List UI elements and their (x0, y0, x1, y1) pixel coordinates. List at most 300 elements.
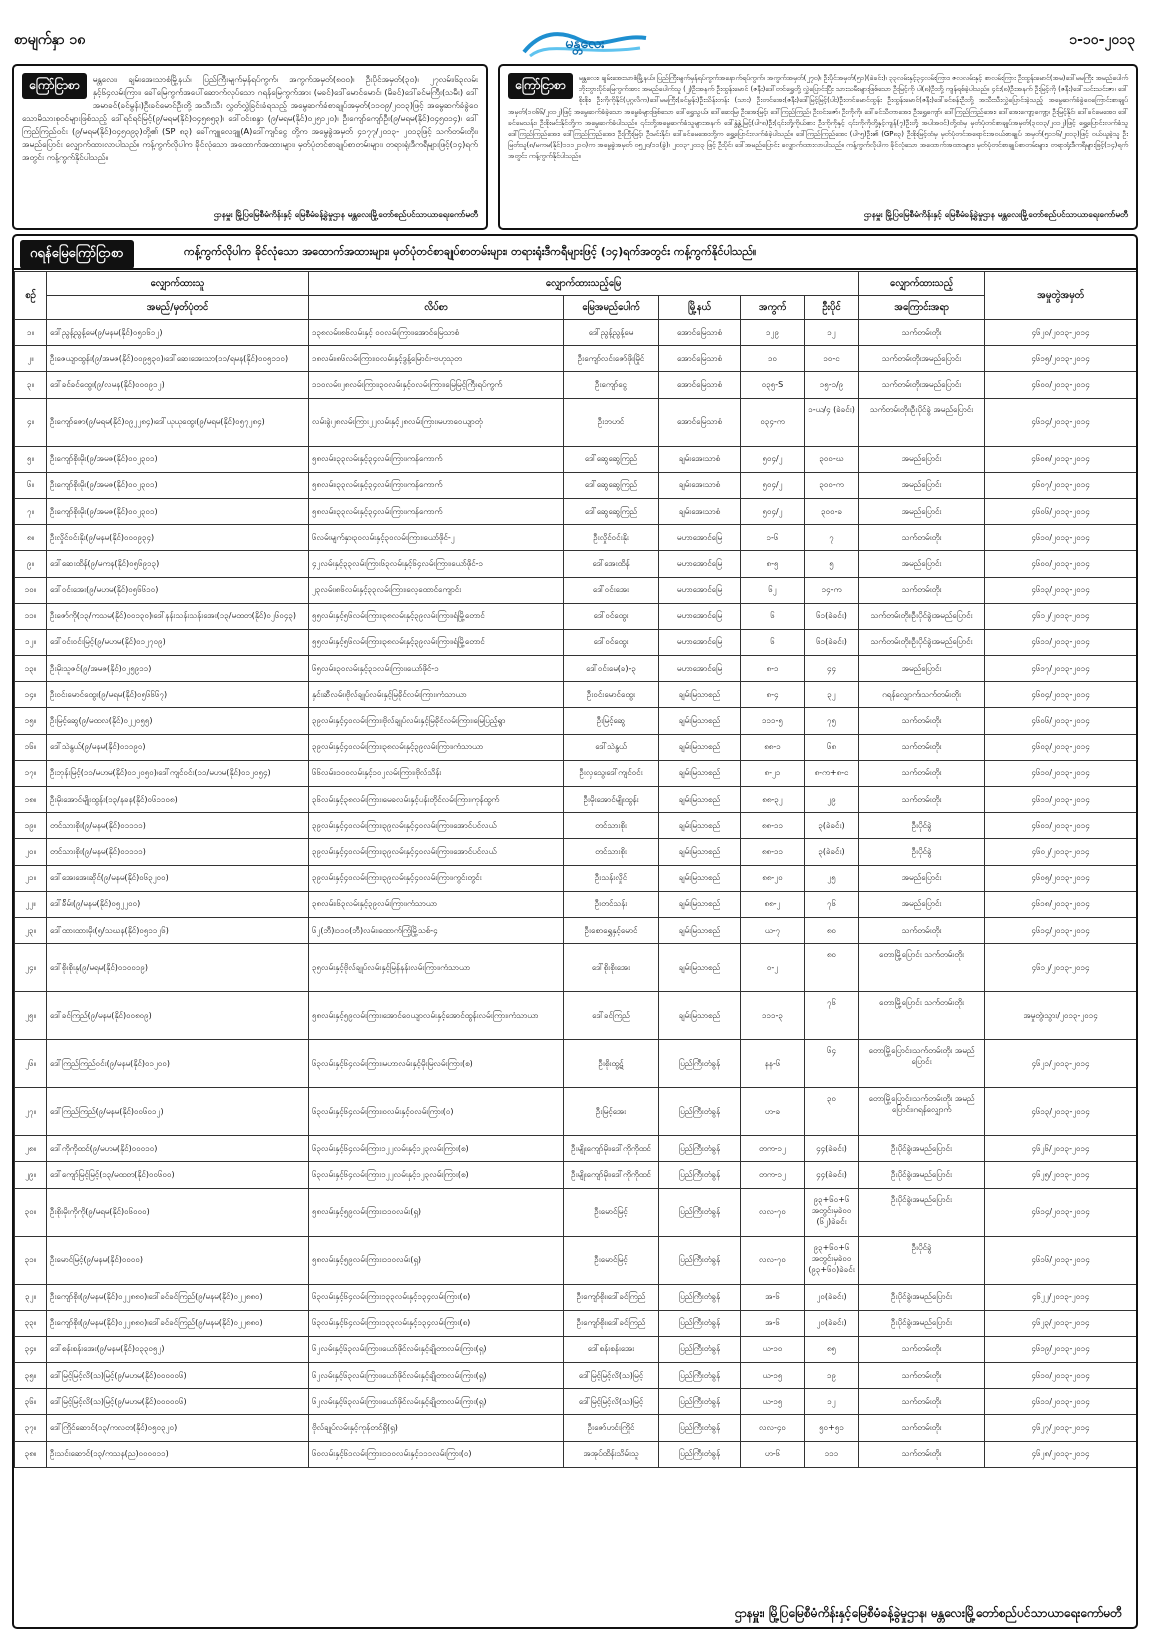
plot-cell: ၁-ယ/၄ (ခဲခင်း) (805, 398, 859, 446)
address-cell: ၆၃လမ်းနှင့်၆၄လမ်းကြား၊မဟာလမ်းနှင့်မိုးမြလမ်းကြား(စ) (309, 1040, 564, 1088)
reason-cell: သက်တမ်းတိုး (859, 1389, 985, 1415)
applicant-cell: ဦးမိုးသူဇင်(၉/အမဇ(နိုင်)၀၂၅၉၁၁) (47, 656, 309, 682)
reason-cell: အမည်ပြောင်း (859, 446, 985, 472)
address-cell: ၆၂(ဘီ)၊၁၁၀(ဘီ)လမ်း၊ထောက်ကြံ့မြို့သစ်-၄ (309, 917, 564, 943)
block-cell: ၅၀၄/၂ (741, 472, 805, 498)
township-cell: အောင်မြေသာစံ (659, 372, 741, 398)
table-row (15, 320, 1137, 346)
land-name-cell: ဦးကျော်စိုး၊ဒေါ်ခင်ကြည် (564, 1284, 659, 1310)
address-cell: ၁၈လမ်း၊၈၆လမ်းကြား၊ဝလမ်းနှင့်ဒွန့်မြောင်း-ဗဟုသုတ (309, 346, 564, 372)
notice-left-body: မန္တလေး၊ ချမ်းအေးသာစံမြို့နယ်၊ ပြည်ကြီးမျက်မှန်ရပ်ကွက်၊ အကွက်အမှတ်(၈၀၀)၊ ဦးပိုင်အမှတ်(၃၀)၊ ၂၇လမ်း၊၆၃လမ်းနှင့်၆၄လမ်းကြား၊ ခေါ်မြေကွက်အပေါ်ဆောက်လုပ်သော ဂရန်မြေကွက်အား (မခင်)ဒေါ်မောင်မောင်၊ (မိခင်)ဒေါ်ခင်မကြီး(သမီး) ဒေါ်အမာခင်(ခင်မွန်း)ဦးခင်မောင်ဦးတို့ အသီးသီး လွှတ်လွှဲခြင်းခံရသည့် အမွေဆက်ခံစာချုပ်အမှတ်(၁၁၀၉/၂၀၁၃)ဖြင့် အမွေဆက်ခံခွဲဝေသောမိသားစုဝင်များဖြစ်သည့် ဒေါ်ရင်ရင်မြင့်(၉/မရမ(နိုင်)၀၄၅၈၅၃)၊ ဒေါ်ဝင်းစန္ဒာ (၉/မရမ(နိုင်)၀၂၅၁၂၀)၊ ဦးကျော်ကျော်ဦး(၉/မရမ(နိုင်)၀၄၅၀၁၄)၊ ဒေါ်ကြည်ကြည်ဝင်း (၉/မရမ(နိုင်)၀၄၅၀၉၃)တို့၏ (SP ၈၃) ခေါ်ကျူလေဒျူ(A)ဒေါ်ကျင်ငွေ တို့က အမွေခွဲအမှတ် ၄၁၇၇/၂၀၁၃- ၂၀၁၃ဖြင့် သက်တမ်းတိုး၊ အမည်ပြောင်း လျှောက်ထားလာပါသည်။ ကန့်ကွက်လိုပါက ခိုင်လုံသော အထောက်အထားများ၊ မှတ်ပုံတင်စာချုပ်စာတမ်းများ၊ တရားရုံးဒီကရီများဖြင့်(၁၄)ရက်အတွင်း ကန့်ကွက်နိုင်ပါသည်။ (22, 74, 478, 162)
row-number: ၈။ (15, 525, 47, 551)
land-name-cell: ဒေါ်ဝင်းအေး (564, 577, 659, 603)
address-cell: ၆၀လမ်းနှင့်၆၁လမ်းကြား၊၁၁၀လမ်းနှင့်၁၁၁လမ်းကြား(ဝ) (309, 1441, 564, 1467)
township-cell: ချမ်းမြသာစည် (659, 992, 741, 1040)
row-number: ၁၄။ (15, 682, 47, 708)
row-number: ၁၆။ (15, 734, 47, 760)
block-cell: တက-၁၂ (741, 1162, 805, 1188)
applicant-cell: ဒေါ်စန်းစန်းအေး(၉/မနမ(နိုင်)၀၃၃၀၅၂) (47, 1336, 309, 1362)
row-number: ၁၉။ (15, 813, 47, 839)
case-number-cell: ၄၆၁၇/၂၀၁၃-၂၀၁၄ (985, 656, 1137, 682)
land-name-cell: ဦးဝင်းမောင်ထွေး (564, 682, 659, 708)
header-address: လိပ်စာ (309, 296, 564, 320)
applicant-cell: ဒေါ်ညွန့်ညွန့်မေ(၉/မနမ(နိုင်)၀၅၁၆၁၂) (47, 320, 309, 346)
block-cell: ၁၁၁-၃ (741, 992, 805, 1040)
land-name-cell: ဒေါ်သဲနွယ် (564, 734, 659, 760)
table-row (15, 1136, 1137, 1162)
applicant-cell: ဒေါ်ကြည်ကြည်(၉/မနမ(နိုင်)၀၀၆၀၁၂) (47, 1088, 309, 1136)
plot-cell: ၂၀(ခဲခင်း) (805, 1310, 859, 1336)
block-cell: ဟ-ခ (741, 1088, 805, 1136)
address-cell: ၃၉လမ်းနှင့်၄၀လမ်းကြား၊၃၉လမ်းနှင့်၄၀လမ်းကြား၊အောင်ပင်လယ် (309, 839, 564, 865)
land-name-cell: ဒေါ်ဝင်ထွေး (564, 603, 659, 629)
plot-cell: ၉၃+၆၀+၆ အတွင်းမှခဲဝဝ (၆၂)ခဲခင်း (805, 1188, 859, 1236)
land-name-cell: ဦးမြင့်ဆွေ (564, 708, 659, 734)
township-cell: ပြည်ကြီးတံခွန် (659, 1441, 741, 1467)
header-applicant-group: လျှောက်ထားသူ (47, 272, 309, 296)
township-cell: ချမ်းမြသာစည် (659, 917, 741, 943)
reason-cell: တောမြို့ပြောင်း သက်တမ်းတိုး (859, 944, 985, 992)
case-number-cell: ၄၆၁၄/၂၀၁၃-၂၀၁၄ (985, 917, 1137, 943)
address-cell: လမ်းခွဲ၊၂၈လမ်းကြား၂၂လမ်းနှင့်၂၈လမ်းကြား၊မဟာဝေယျာတုံ (309, 398, 564, 446)
row-number: ၉။ (15, 551, 47, 577)
applicant-cell: ဦးကျော်စိုး(၉/မနမ(နိုင်)၀၂၂၈၈၀)၊ဒေါ်ခင်ခင်ကြည်(၉/မနမ(နိုင်)၀၂၂၈၈၀) (47, 1310, 309, 1336)
row-number: ၁၂။ (15, 629, 47, 655)
case-number-cell: ၄၆၂၇/၂၀၁၃-၂၀၁၄ (985, 1415, 1137, 1441)
case-number-cell: ၄၆၁၁/၂၀၁၃-၂၀၁၄ (985, 629, 1137, 655)
reason-cell: ဦးပိုင်ခွဲ၊အမည်ပြောင်း (859, 1162, 985, 1188)
reason-cell: သက်တမ်းတိုး (859, 708, 985, 734)
table-row (15, 865, 1137, 891)
township-cell: ချမ်းအေးသာစံ (659, 472, 741, 498)
address-cell: ၃၉လမ်းနှင့်၄၀လမ်းကြား၊၃၉လမ်းနှင့်၄၀လမ်းကြား၊အောင်ပင်လယ် (309, 813, 564, 839)
plot-cell: ၃၀၀-က (805, 472, 859, 498)
land-name-cell: ဦးမျိုးကျော်မိုး၊ဒေါ်ကိုကိုထင် (564, 1136, 659, 1162)
address-cell: ၃၈လမ်း၊၆၃လမ်းနှင့်၃၉လမ်းကြား၊ကံသာယာ (309, 891, 564, 917)
case-number-cell: ၄၆၀၆/၂၀၁၃-၂၀၁၄ (985, 498, 1137, 524)
land-name-cell: ဒေါ်ဝင်ထွေး (564, 629, 659, 655)
row-number: ၂၀။ (15, 839, 47, 865)
plot-cell: ၃(ခဲခင်း) (805, 839, 859, 865)
row-number: ၂၇။ (15, 1088, 47, 1136)
row-number: ၂၉။ (15, 1162, 47, 1188)
table-row (15, 603, 1137, 629)
row-number: ၃၈။ (15, 1441, 47, 1467)
block-cell: လလ-၇၀ (741, 1188, 805, 1236)
table-row (15, 656, 1137, 682)
township-cell: ချမ်းမြသာစည် (659, 708, 741, 734)
reason-cell: ဦးပိုင်ခွဲ (859, 1236, 985, 1284)
address-cell: ၆၃လမ်းနှင့်၆၄လမ်းကြား၁၂၂လမ်းနှင့်၁၂၃လမ်းကြား(စ) (309, 1162, 564, 1188)
plot-cell: ၁၉ (805, 1363, 859, 1389)
block-cell: ၅၀၄/၂ (741, 446, 805, 472)
reason-cell: သက်တမ်းတိုး (859, 320, 985, 346)
header-no: စဉ် (15, 272, 47, 320)
header-township: မြို့နယ် (659, 296, 741, 320)
reason-cell: ဦးပိုင်ခွဲ၊အမည်ပြောင်း (859, 1310, 985, 1336)
plot-cell: ၇၆ (805, 891, 859, 917)
applicant-cell: ဒေါ်ကျော်မြင့်မြင့်(၁၃/မထတ(နိုင်)၀၀၆၀၀) (47, 1162, 309, 1188)
row-number: ၅။ (15, 446, 47, 472)
applicant-cell: ဒေါ်ကြည်ကြည်ဝင်း(၉/မနမ(နိုင်)၀၁၂၀၀) (47, 1040, 309, 1088)
address-cell: ၆လမ်းမျက်နှာ၊၃၀လမ်းနှင့်၃၀လမ်းကြား၊ယော်ဖိုင်-၂ (309, 525, 564, 551)
address-cell: ၆၂လမ်းနှင့်၆၃လမ်းကြား၊ယော်ဖိုင်လမ်းနှင့်ချိုတာလမ်းကြား(ရှ) (309, 1363, 564, 1389)
row-number: ၁၇။ (15, 760, 47, 786)
table-row (15, 760, 1137, 786)
township-cell: ပြည်ကြီးတံခွန် (659, 1310, 741, 1336)
grant-land-notice (12, 234, 1138, 1629)
case-number-cell: ၄၆၀၂/၂၀၁၃-၂၀၁၄ (985, 839, 1137, 865)
plot-cell: ၁၁၁ (805, 1441, 859, 1467)
address-cell: ၆၂လမ်းနှင့်၆၃လမ်းကြား၊ယော်ဖိုင်လမ်းနှင့်ချိုတာလမ်းကြား(ရှ) (309, 1336, 564, 1362)
block-cell: ၈-၁ (741, 656, 805, 682)
table-row (15, 1310, 1137, 1336)
row-number: ၇။ (15, 498, 47, 524)
block-cell: ၈၈-၁ (741, 734, 805, 760)
row-number: ၃၆။ (15, 1389, 47, 1415)
block-cell: ယ-၇ (741, 917, 805, 943)
reason-cell: ဦးပိုင်ခွဲ (859, 839, 985, 865)
table-row (15, 1415, 1137, 1441)
township-cell: ချမ်းမြသာစည် (659, 734, 741, 760)
township-cell: ပြည်ကြီးတံခွန် (659, 1188, 741, 1236)
row-number: ၁၁။ (15, 603, 47, 629)
plot-cell: ၂၅ (805, 865, 859, 891)
row-number: ၁၈။ (15, 787, 47, 813)
address-cell: ၆၃လမ်းနှင့်၆၄လမ်းကြား၁၃၃လမ်းနှင့်၁၃၄လမ်းကြား(စ) (309, 1284, 564, 1310)
township-cell: ပြည်ကြီးတံခွန် (659, 1336, 741, 1362)
table-row (15, 1284, 1137, 1310)
reason-cell: သက်တမ်းတိုး (859, 1415, 985, 1441)
reason-cell: သက်တမ်းတိုး (859, 760, 985, 786)
reason-cell: သက်တမ်းတိုး (859, 1441, 985, 1467)
township-cell: ပြည်ကြီးတံခွန် (659, 1284, 741, 1310)
case-number-cell: ၄၆၀၀/၂၀၁၃-၂၀၁၄ (985, 372, 1137, 398)
address-cell: ၅၅လမ်းနှင့်၅၆လမ်းကြား၊၃၈လမ်းနှင့်၃၉လမ်းကြား၊ရံမြို့တောင် (309, 603, 564, 629)
case-number-cell: ၄၆၀၄/၂၀၁၃-၂၀၁၄ (985, 682, 1137, 708)
block-cell: ၈-၄ (741, 682, 805, 708)
page-date: ၁-၁၀-၂၀၁၃ (1069, 32, 1135, 48)
land-name-cell: ဦးလှသွေ၊ဒေါ်ကျင်ဝင်း (564, 760, 659, 786)
block-cell: ယ-၁၅ (741, 1389, 805, 1415)
table-row (15, 577, 1137, 603)
plot-cell: ၃၀၀-ဃ (805, 446, 859, 472)
township-cell: ချမ်းအေးသာစံ (659, 446, 741, 472)
newspaper-logo (520, 26, 650, 60)
case-number-cell: ၄၆၂၈/၂၀၁၃-၂၀၁၄ (985, 1441, 1137, 1467)
row-number: ၃။ (15, 372, 47, 398)
row-number: ၂၆။ (15, 1040, 47, 1088)
reason-cell: အမည်ပြောင်း (859, 498, 985, 524)
block-cell: ဟ-၆ (741, 1441, 805, 1467)
address-cell: ၁၃၈လမ်း၊၈၆လမ်းနှင့် ဝဝလမ်းကြား၊အောင်မြေသာစံ (309, 320, 564, 346)
applicant-cell: ဦးဇေယျာထွန်း(၉/အမဇ(နိုင်)၀၀၉၅၃၀)၊ဒေါ်ဆေးအေးသာ(၁၁/ရမန(နိုင်)၀၀၅၁၁၀) (47, 346, 309, 372)
header-applicant: အမည်/မှတ်ပုံတင် (47, 296, 309, 320)
notice-left-signature: ဌာနမှူး မြို့ပြမြေစီမံကိန်းနှင့် မြေစီမံခန့်ခွဲမှုဌာန မန္တလေးမြို့တော်စည်ပင်သာယာရေးကော်မတီ (213, 209, 478, 219)
page-header (0, 0, 1149, 62)
block-cell: ၆ (741, 629, 805, 655)
block-cell: နန-၆ (741, 1040, 805, 1088)
block-cell: ၈၈-၂၀ (741, 865, 805, 891)
reason-cell: သက်တမ်းတိုး (859, 787, 985, 813)
case-number-cell: ၄၆၀၈/၂၀၁၃-၂၀၁၄ (985, 446, 1137, 472)
applicant-cell: ဒေါ်သဲနွယ်(၉/မနမ(နိုင်)၀၁၁၉၀) (47, 734, 309, 760)
applicant-cell: ဦးကျော်ဇော(၉/မရမ(နိုင်)၀၉၂၂၈၄)၊ဒေါ်ယုယုထွေး(၉/မရမ(နိုင်)၀၅၇၂၈၄) (47, 398, 309, 446)
row-number: ၆။ (15, 472, 47, 498)
address-cell: ၄၂လမ်းနှင့်၃၃လမ်းကြား၆၃လမ်းနှင့်၆၄လမ်းကြား၊ယော်ဖိုင်-၁ (309, 551, 564, 577)
table-row (15, 372, 1137, 398)
address-cell: ၃၆လမ်းနှင့်၃၈လမ်းကြား၊မေခလမ်းနှင့်ပန်းတိုင်လမ်းကြား၊ကုန်ထွက် (309, 787, 564, 813)
plot-cell: ၁၂ (805, 1389, 859, 1415)
reason-cell: သက်တမ်းတိုး (859, 734, 985, 760)
township-cell: မဟာအောင်မြေ (659, 603, 741, 629)
land-name-cell: ဦးမိုးအောင်မျိုးထွန်း (564, 787, 659, 813)
applicant-cell: ဒေါ်ခင်ကြည်(၉/မနမ(နိုင်)၀၀၈၀၉) (47, 992, 309, 1040)
row-number: ၃၀။ (15, 1188, 47, 1236)
township-cell: ပြည်ကြီးတံခွန် (659, 1040, 741, 1088)
case-number-cell: ၄၆၂၀/၂၀၁၃-၂၀၁၄ (985, 320, 1137, 346)
reason-cell: သက်တမ်းတိုးအမည်ပြောင်း (859, 346, 985, 372)
table-row (15, 551, 1137, 577)
table-row (15, 398, 1137, 446)
plot-cell: ၇ (805, 525, 859, 551)
township-cell: ပြည်ကြီးတံခွန် (659, 1389, 741, 1415)
address-cell: ၃၉လမ်းနှင့်၄၀လမ်းကြား၊၃၈လမ်းနှင့်၃၉လမ်းကြား၊ကံသာယာ (309, 734, 564, 760)
township-cell: ပြည်ကြီးတံခွန် (659, 1236, 741, 1284)
address-cell: ၅၈လမ်းနှင့်၅၉လမ်းကြား၊၁၁၀လမ်း(ရှ) (309, 1236, 564, 1284)
plot-cell: ၂၉ (805, 787, 859, 813)
logo-text: မန္တလေး (565, 36, 605, 52)
township-cell: အောင်မြေသာစံ (659, 320, 741, 346)
township-cell: ချမ်းမြသာစည် (659, 760, 741, 786)
township-cell: ချမ်းမြသာစည် (659, 787, 741, 813)
township-cell: ချမ်းမြသာစည် (659, 682, 741, 708)
township-cell: ပြည်ကြီးတံခွန် (659, 1162, 741, 1188)
table-row (15, 1441, 1137, 1467)
applicant-cell: ဦးမိုးအောင်မျိုးထွန်း(၁၃/နခန(နိုင်)၀၆၁၁၀၈) (47, 787, 309, 813)
township-cell: ချမ်းမြသာစည် (659, 813, 741, 839)
land-name-cell: ဒေါ်ဆွေဆွေကြည် (564, 472, 659, 498)
reason-cell: အမည်ပြောင်း (859, 865, 985, 891)
applicant-cell: ဒေါ်ဝင်းဝင်းမြင့်(၉/မဟမ(နိုင်)၀၁၂၇၀၉) (47, 629, 309, 655)
applicant-cell: ဒေါ်ထားထားမိုး(၅/သဃန(နိုင်)၀၅၁၁၂၆) (47, 917, 309, 943)
block-cell: ၈၈-၁၁ (741, 813, 805, 839)
case-number-cell: ၄၆၁၄/၂၀၁၃-၂၀၁၄ (985, 1188, 1137, 1236)
notice-left-tag: ကြော်ငြာစာ (22, 73, 87, 99)
land-name-cell: ဒေါ်စိုးစိုးအေး (564, 944, 659, 992)
header-block: အကွက် (741, 296, 805, 320)
land-name-cell: ဦးကျော်ငွေ (564, 372, 659, 398)
block-cell: ၀-၂ (741, 944, 805, 992)
case-number-cell: ၄၆၁၃/၂၀၁၃-၂၀၁၄ (985, 577, 1137, 603)
table-row (15, 1236, 1137, 1284)
case-number-cell: ၄၆၁၅/၂၀၁၃-၂၀၁၄ (985, 346, 1137, 372)
plot-cell: ၄၄(ခဲခင်း) (805, 1162, 859, 1188)
table-row (15, 1389, 1137, 1415)
address-cell: ၃၅လမ်းနှင့်ဗိုလ်ချုပ်လမ်းနှင့်မြန်နန်းလမ်းကြား၊ကံသာယာ (309, 944, 564, 992)
table-row (15, 787, 1137, 813)
block-cell: ၁၁၁-၅ (741, 708, 805, 734)
row-number: ၁၀။ (15, 577, 47, 603)
block-cell: တက-၁၂ (741, 1136, 805, 1162)
land-name-cell: ဦးစောရွှေနှင့်မောင် (564, 917, 659, 943)
header-land-group: လျှောက်ထားသည့်မြေ (309, 272, 859, 296)
case-number-cell: ၄၆၁၂/၂၀၁၃-၂၀၁၄ (985, 944, 1137, 992)
block-cell: လလ-၇၀ (741, 1236, 805, 1284)
township-cell: ပြည်ကြီးတံခွန် (659, 1088, 741, 1136)
applicant-cell: ဒေါ်ဆေးထိန်(၉/မကန(နိုင်)၀၅၆၉၁၃) (47, 551, 309, 577)
case-number-cell: ၄၆၁၉/၂၀၁၃-၂၀၁၄ (985, 1336, 1137, 1362)
table-row (15, 891, 1137, 917)
address-cell: ၅၅လမ်းနှင့်၅၆လမ်းကြား၊၃၈လမ်းနှင့်၃၉လမ်းကြား၊ရံမြို့တောင် (309, 629, 564, 655)
row-number: ၃၅။ (15, 1363, 47, 1389)
table-row (15, 498, 1137, 524)
block-cell: ၈၈-၂ (741, 891, 805, 917)
land-name-cell: ဒေါ်စန်းစန်းအေး (564, 1336, 659, 1362)
case-number-cell: ၄၆၂၂/၂၀၁၃-၂၀၁၄ (985, 1284, 1137, 1310)
township-cell: မဟာအောင်မြေ (659, 577, 741, 603)
notice-right-signature: ဌာနမှူး မြို့ပြမြေစီမံကိန်းနှင့် မြေစီမံခန့်ခွဲမှုဌာန မန္တလေးမြို့တော်စည်ပင်သာယာရေးကော်မတီ (863, 209, 1128, 219)
land-name-cell: တင်သားစိုး (564, 839, 659, 865)
address-cell: ၅၈လမ်းနှင့်၅၉လမ်းကြား၊အောင်ဝေယျာလမ်းနှင့်အောင်ထွန်းလမ်းကြား၊ကံသာယာ (309, 992, 564, 1040)
row-number: ၃၁။ (15, 1236, 47, 1284)
reason-cell: အမည်ပြောင်း (859, 472, 985, 498)
row-number: ၁၅။ (15, 708, 47, 734)
plot-cell: ၅၀+၅၁ (805, 1415, 859, 1441)
applicant-cell: ဒေါ်ကိုကိုထင်(၉/မဟမ(နိုင်)၀၀၀၁၀) (47, 1136, 309, 1162)
applicant-cell: ဦးစိုးမိုးကိုကို(၉/မရမ(နိုင်)၀၆၀၀၀) (47, 1188, 309, 1236)
address-cell: ၅၈လမ်း၊၃၃လမ်းနှင့်၃၄လမ်းကြား၊ကန်ကောက် (309, 446, 564, 472)
header-reason: အကြောင်းအရာ (859, 296, 985, 320)
land-name-cell: အအုပ်ထိန်းသိမ်းသူ (564, 1441, 659, 1467)
row-number: ၃၂။ (15, 1284, 47, 1310)
table-row (15, 708, 1137, 734)
table-row (15, 917, 1137, 943)
block-cell: ၆ (741, 603, 805, 629)
block-cell: ၁-၆ (741, 525, 805, 551)
table-row (15, 1088, 1137, 1136)
land-name-cell: ဒေါ်အေးထိန် (564, 551, 659, 577)
row-number: ၂၃။ (15, 917, 47, 943)
block-cell: ၈-၅ (741, 551, 805, 577)
plot-cell: ၆၄ (805, 1040, 859, 1088)
township-cell: ပြည်ကြီးတံခွန် (659, 1415, 741, 1441)
applicant-cell: ဦးကျော်စိုးမိုး(၉/အမဇ(နိုင်)၀၀၂၃၀၁) (47, 472, 309, 498)
block-cell: ယ-၁၀ (741, 1336, 805, 1362)
plot-cell: ၇၆ (805, 992, 859, 1040)
notice-right-body: မန္တလေး၊ ချမ်းအေးသာစံမြို့နယ်၊ ပြည်ကြီးမျက်မှန်ရပ်ကွက်အနောက်ရပ်ကွက်၊ အကွက်အမှတ်(၂၇၀)၊ ဦးပိုင်အမှတ်(၅၁)(ခဲခင်း)၊ ၃၃လမ်းနှင့်၃၄လမ်းကြား၊ ဇလလမ်းနှင့် စာလမ်းကြား ဦးထွန်းမောင်(အမ)ဒေါ်မမကြီး အမည်ပေါက်ဘိုးဘွားပိုင်မြေကွက်အား အမည်ပေါက်သူ (၂)ဦးအနက် ဦးထွန်းမောင် (ဇနီး)ဒေါ်တင်ရွှေတို့ လွှဲပြောင်းပြီး သားသမီးများဖြစ်သော ဦးမြင့်ကို ပါ(၈)ဦးတို့ ကျန်ရစ်ခဲ့ပါသည်။ ၄င်း(၈)ဦးအနက် ဦးမြင့်ကို (ဇနီး)ဒေါ်သင်းသင်းဇာ၊ ဒေါ်စိုးစိုး၊ ဦးကိုကိုနိုင်(ပုဂ္ဂလိက)ဒေါ်မမကြီး(ခင်မွန်း)ဦးသိန်းတန်း (သား) ဦးတင်အေး(ဇနီး)ဒေါ်မြင့်မြင့်(ပါး)ဦးတင်မောင်ထွန်း ဦးထွန်းမောင်(ဇနီး)ဒေါ်ခင်စန်းဦးတို့ အသီးသီးလွှဲပြောင်းခဲ့သည့် အမွေဆက်ခံခွဲဝေကြောင်းစာချုပ်အမှတ်(၁၀၆၆/၂၀၁၂)ဖြင့် အမွေဆက်ခံခဲ့သော အမွေခံများဖြစ်သော ဒေါ်ရွှေသွယ်၊ ဒေါ်ဆေးမြ၊ ဦးအေးမြင့်၊ ဒေါ်ကြည်ကြည်၊ ဦးဝင်းဇော်၊ ဦးကိုကို၊ ဒေါ်ခင်သီတာအေး၊ ဦးရွှေကျော်၊ ဒေါ်ကြည်ကြည်အေး၊ ဒေါ်အေးကျော့ကျော့၊ ဦးမြင့်နိုင်၊ ဒေါ်ခင်မေအေး၊ ဒေါ်ခင်မေသန်း၊ ဦးစိုးမင်းနိုင်တို့က အမွေဆက်ခံပါသည်။ ၎င်းတို့အမွေဆက်ခံသူများအနက် ဒေါ်နွဲ့နွဲ့မြင့်(ပါ-၈)ဦး(၎င်းတို့ကိုယ်စား ဦးကိုကိုနှင့် ၎င်းကိုကိုတို့နှင့်ကျန်(၇)ဦးတို့ အပါအဝင်)တို့ထံမှ မှတ်ပုံတင်စာချုပ်အမှတ်(၃၀၁၃/၂၀၁၂)ဖြင့် ရွှေ့ပြောင်းလက်ခံသူ ဒေါ်ကြည်ကြည်အေး၊ ဒေါ်ကြည်ကြည်အေး၊ ဦးကြီးမြင့်၊ ဦးမင်းနိုင်၊ ဒေါ်ခင်မေအေးတို့က ရွှေ့ပြောင်းလက်ခံခဲ့ပါသည်။ ဒေါ်ကြည်ကြည်အေး (ပါ-၅)ဦး၏ (GP၈၃) ဦးစိုးမြင့်ထံမှ မှတ်ပုံတင်အရောင်းအဝယ်စာချုပ် အမှတ်(၅၁၁၆/၂၀၁၃)ဖြင့် ဝယ်ယူခဲ့သူ ဦးမြတ်သူ(၈/မကမ(နိုင်)၁၁၁၂၁၀)က အမွေခွဲအမှတ် ၀၅၂၀/၁၁(ခွဲ)၊ ၂၀၁၃-၂၀၁၃ ဖြင့် ဦးပိုင်၊ ဒေါ်အမည်ပြောင်း လျှောက်ထားလာပါသည်။ ကန့်ကွက်လိုပါက ခိုင်လုံသော အထောက်အထားများ၊ မှတ်ပုံတင်စာချုပ်စာတမ်းများ၊ တရားရုံးဒီကရီများဖြင့်(၁၄)ရက်အတွင်း ကန့်ကွက်နိုင်ပါသည်။ (508, 74, 1128, 161)
footer-signature: ဌာနမှူး၊ မြို့ပြမြေစီမံကိန်းနှင့်မြေစီမံခန့်ခွဲမှုဌာန၊ မန္တလေးမြို့တော်စည်ပင်သာယာရေးကော်မတီ (735, 1606, 1122, 1620)
plot-cell: ၆၁(ခဲခင်း) (805, 603, 859, 629)
address-cell: ၂၃လမ်း၊၈၆လမ်းနှင့်၃၃လမ်းကြား၊လေ့ထောင်ကျောင်း (309, 577, 564, 603)
case-number-cell: ၄၆၀၁/၂၀၁၃-၂၀၁၄ (985, 813, 1137, 839)
row-number: ၂၂။ (15, 891, 47, 917)
case-number-cell: ၄၆၂၁/၂၀၁၃-၂၀၁၄ (985, 1040, 1137, 1088)
reason-cell: အမည်ပြောင်း (859, 551, 985, 577)
notice-right (498, 64, 1138, 230)
address-cell: နှင်းဆီလမ်း၊ဗိုလ်ချုပ်လမ်းနှင့်မြခိုင်လမ်းကြား၊ကံသာယာ (309, 682, 564, 708)
land-name-cell: ဒေါ်မြင့်မြင့်လိ(သ)မြင့် (564, 1363, 659, 1389)
address-cell: ၅၈လမ်း၊၃၃လမ်းနှင့်၃၄လမ်းကြား၊ကန်ကောက် (309, 472, 564, 498)
township-cell: အောင်မြေသာစံ (659, 346, 741, 372)
address-cell: ၆၃လမ်းနှင့်၆၄လမ်းကြား၁၃၃လမ်းနှင့်၁၃၄လမ်းကြား(စ) (309, 1310, 564, 1336)
plot-cell: ၆၈ (805, 734, 859, 760)
land-name-cell: ဦးဇော်ဟင်းကြိုင် (564, 1415, 659, 1441)
reason-cell: ဦးပိုင်ခွဲ၊အမည်ပြောင်း (859, 1284, 985, 1310)
case-number-cell: ၄၆၀၇/၂၀၁၃-၂၀၁၄ (985, 472, 1137, 498)
header-case: အမှုတွဲအမှတ် (985, 272, 1137, 320)
row-number: ၃၇။ (15, 1415, 47, 1441)
applicant-cell: ဒေါ်ဝင်းအေး(၉/မဟမ(နိုင်)၀၅၆၆၁၀) (47, 577, 309, 603)
reason-cell: သက်တမ်းတိုး (859, 1336, 985, 1362)
applicant-cell: ဒေါ်ခင်ခင်ထွေး(၉/လမန(နိုင်)၀၀၀၉၁၂) (47, 372, 309, 398)
land-name-cell: ဦးသန်းလှိုင် (564, 865, 659, 891)
table-row (15, 472, 1137, 498)
case-number-cell: ၄၆၁၂/၂၀၁၃-၂၀၁၄ (985, 603, 1137, 629)
land-name-cell: တင်သားစိုး (564, 813, 659, 839)
reason-cell: ဦးပိုင်ခွဲ (859, 813, 985, 839)
block-cell: လလ-၄၀ (741, 1415, 805, 1441)
land-name-cell: ဦးမျိုးကျော်မိုး၊ဒေါ်ကိုကိုထင် (564, 1162, 659, 1188)
applicant-cell: ဦးဝင်းမောင်ထွေး(၉/မရမ(နိုင်)၀၅၆၆၆၇) (47, 682, 309, 708)
reason-cell: တောမြို့ပြောင်း သက်တမ်းတိုး (859, 992, 985, 1040)
address-cell: ၃၉လမ်းနှင့်၄၀လမ်းကြား၊၃၉လမ်းနှင့်၄၀လမ်းကြား၊ကွင်းတွင်း (309, 865, 564, 891)
applicant-cell: တင်သားစိုး(၉/မနမ(နိုင်)၀၁၁၁၁) (47, 839, 309, 865)
plot-cell: ၈၀ (805, 944, 859, 992)
township-cell: ပြည်ကြီးတံခွန် (659, 1136, 741, 1162)
case-number-cell: ၄၆၁၄/၂၀၁၃-၂၀၁၄ (985, 398, 1137, 446)
table-row (15, 1040, 1137, 1088)
case-number-cell: ၄၆၁၀/၂၀၁၃-၂၀၁၄ (985, 760, 1137, 786)
reason-cell: သက်တမ်းတိုး၊ဦးပိုင်ခွဲ အမည်ပြောင်း (859, 398, 985, 446)
table-row (15, 1162, 1137, 1188)
case-number-cell: ၄၆၁၈/၂၀၁၃-၂၀၁၄ (985, 891, 1137, 917)
applicant-cell: ဦးဇော်ကို(၁၃/ကသမ(နိုင်)၀၀၁၃၀)၊ဒေါ်နန်းသန်းသန်းအေး(၁၃/မထတ(နိုင်)၀၂၆၀၄၃) (47, 603, 309, 629)
applicant-cell: ဒေါ်မြင့်မြင့်လိ(သ)မြင့်(၉/မဟမ(နိုင်)၀၀၀၀၀၆) (47, 1389, 309, 1415)
reason-cell: သက်တမ်းတိုးအမည်ပြောင်း (859, 372, 985, 398)
address-cell: ဗိုလ်ချုပ်လမ်းနှင့်ကုန်တင်ရှိ(ရှ) (309, 1415, 564, 1441)
case-number-cell: ၄၆၀၀/၂၀၁၃-၂၀၁၄ (985, 551, 1137, 577)
block-cell: အ-၆ (741, 1310, 805, 1336)
case-number-cell: ၄၆၁၆/၂၀၁၃-၂၀၁၄ (985, 1236, 1137, 1284)
plot-cell: ၈-က+၈-င (805, 760, 859, 786)
table-row (15, 839, 1137, 865)
land-name-cell: ဒေါ်ဆွေဆွေကြည် (564, 498, 659, 524)
table-row (15, 1336, 1137, 1362)
block-cell: ၅၀၄/၂ (741, 498, 805, 524)
land-name-cell: ဒေါ်ညွန့်ညွန့်မေ (564, 320, 659, 346)
row-number: ၁၃။ (15, 656, 47, 682)
case-number-cell: ၄၆၁၁/၂၀၁၃-၂၀၁၄ (985, 787, 1137, 813)
table-row (15, 446, 1137, 472)
address-cell: ၆၃လမ်းနှင့်၆၄လမ်းကြား၊ဝလမ်းနှင့်ဝလမ်းကြား(ဝ) (309, 1088, 564, 1136)
reason-cell: သက်တမ်းတိုး၊ဦးပိုင်ခွဲ၊အမည်ပြောင်း (859, 629, 985, 655)
block-cell: ယ-၁၅ (741, 1363, 805, 1389)
township-cell: မဟာအောင်မြေ (659, 629, 741, 655)
row-number: ၂၄။ (15, 944, 47, 992)
table-row (15, 682, 1137, 708)
township-cell: ချမ်းမြသာစည် (659, 891, 741, 917)
reason-cell: ဂရန်လျှောက်၊သက်တမ်းတိုး (859, 682, 985, 708)
banner-text: ကန့်ကွက်လိုပါက ခိုင်လုံသော အထောက်အထားများ၊ မှတ်ပုံတင်စာချုပ်စာတမ်းများ၊ တရားရုံးဒီကရီများဖြင့် (၁၄)ရက်အတွင်း ကန့်ကွက်နိုင်ပါသည်။ (184, 245, 757, 258)
applicant-cell: ဦးလှိုင်ဝင်းနိုး(၉/မနမ(နိုင်)၀၀၀၉၃၄) (47, 525, 309, 551)
case-number-cell: ၄၆၀၃/၂၀၁၃-၂၀၁၄ (985, 734, 1137, 760)
address-cell: ၆၃လမ်းနှင့်၆၄လမ်းကြား၁၂၂လမ်းနှင့်၁၂၃လမ်းကြား(စ) (309, 1136, 564, 1162)
land-name-cell: ဦးကျော်စိုး၊ဒေါ်ခင်ကြည် (564, 1310, 659, 1336)
row-number: ၁။ (15, 320, 47, 346)
plot-cell: ၃(ခဲခင်း) (805, 813, 859, 839)
plot-cell: ၇၅ (805, 708, 859, 734)
